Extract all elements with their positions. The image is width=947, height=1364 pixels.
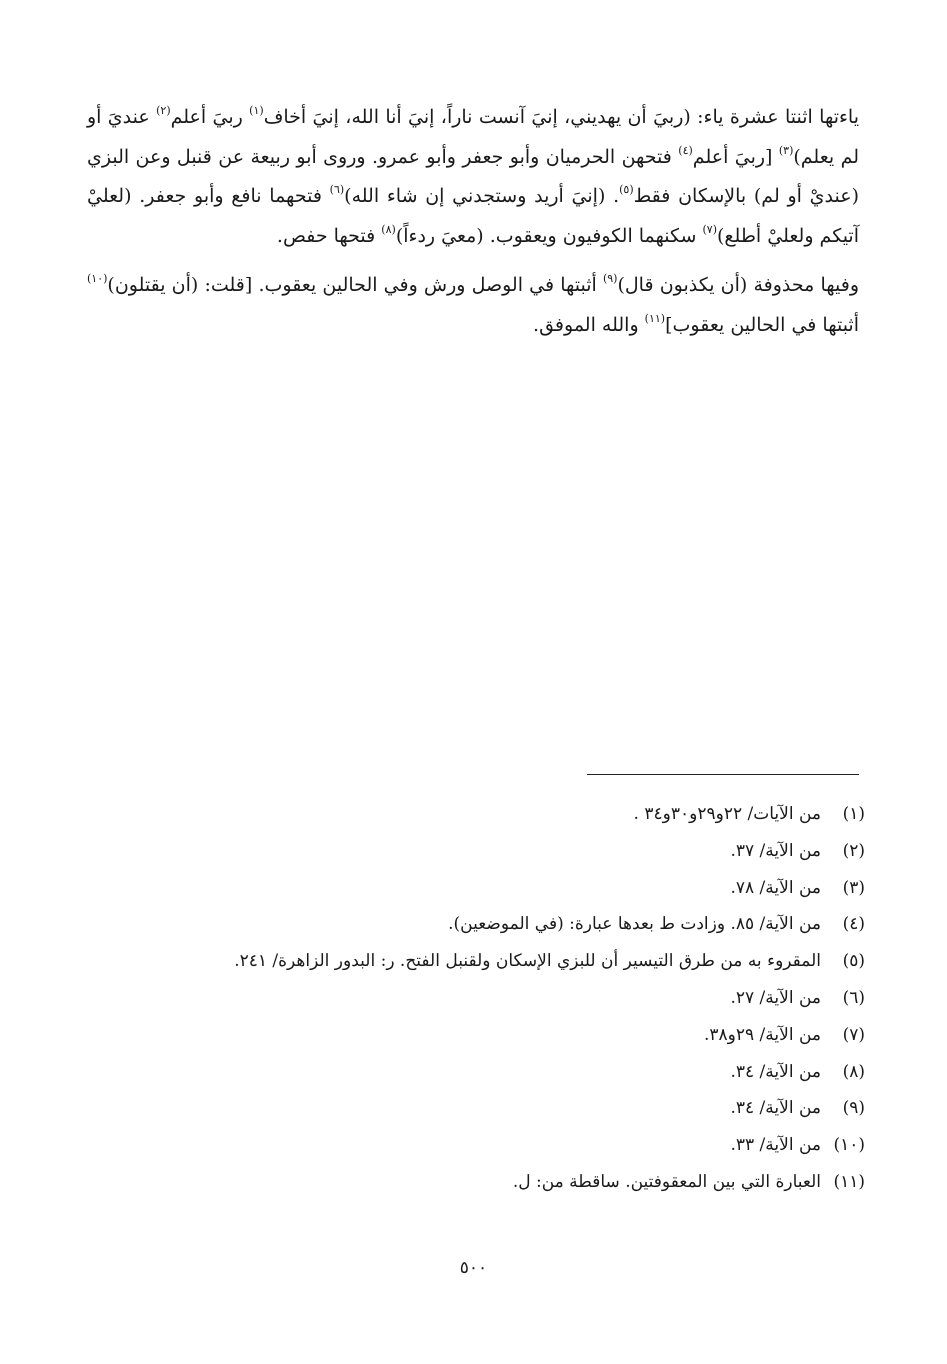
footnote-text: المقروء به من طرق التيسير أن للبزي الإسكان ولقنبل الفتح. ر: البدور الزاهرة/ ٢٤١.	[234, 951, 821, 972]
footnote	[75, 1017, 865, 1054]
footnote-number: (٧)	[842, 1024, 865, 1045]
footnote-text: من الآيات/ ٢٢و٢٩و٣٠و٣٤ .	[633, 804, 821, 824]
footnote-number: (٢)	[842, 840, 865, 861]
footnote-text: من الآية/ ٣٤.	[730, 1061, 821, 1082]
footnote	[75, 870, 865, 907]
footnote-separator	[587, 774, 859, 775]
text-run: والله الموفق.	[533, 313, 645, 336]
footnote-number: (٩)	[842, 1098, 865, 1119]
footnote-ref: (٣)	[778, 143, 794, 157]
footnote-number: (٨)	[842, 1061, 865, 1082]
footnote-ref: (٧)	[702, 222, 717, 236]
footnote-text: من الآية/ ٨٥. وزادت ط بعدها عبارة: (في الموضعين).	[448, 914, 821, 935]
text-run: وفيها محذوفة (أن يكذبون قال)	[617, 274, 859, 296]
footnote-number: (٦)	[842, 987, 865, 1008]
footnote-ref: (٩)	[602, 272, 618, 285]
paragraph	[87, 266, 859, 345]
text-run: سكنهما الكوفيون ويعقوب. (معيَ ردءاً)	[395, 224, 703, 247]
main-text	[87, 98, 859, 345]
footnote	[75, 796, 865, 833]
footnote-ref: (٦)	[329, 183, 345, 196]
footnote	[75, 1090, 865, 1127]
footnote-number: (٣)	[842, 877, 865, 898]
footnote-number: (١٠)	[833, 1135, 865, 1156]
footnote-text: من الآية/ ٢٩و٣٨.	[703, 1024, 821, 1045]
paragraph	[87, 98, 859, 256]
text-run: [ربيَ أعلم	[692, 145, 779, 168]
footnote-text: العبارة التي بين المعقوفتين. ساقطة من: ل.	[512, 1171, 821, 1192]
page-number: ٥٠٠	[459, 1258, 488, 1278]
text-run: ياءتها اثنتا عشرة ياء: (ربيَ أن يهديني، إنيَ آنست ناراً، إنيَ أنا الله، إنيَ أخاف	[263, 106, 860, 128]
footnote-number: (١١)	[833, 1171, 865, 1192]
text-run: ربيَ أعلم	[170, 106, 250, 128]
text-run: . (إنيَ أريد وستجدني إن شاء الله)	[344, 185, 620, 207]
footnote-ref: (٥)	[619, 183, 634, 196]
footnote-text: من الآية/ ٧٨.	[730, 877, 821, 898]
footnote-ref: (٨)	[381, 222, 396, 236]
footnote	[75, 1054, 865, 1091]
footnote	[75, 906, 865, 943]
footnotes-list	[75, 796, 865, 1201]
footnote-text: من الآية/ ٢٧.	[730, 987, 821, 1008]
footnote	[75, 1127, 865, 1164]
footnote-text: من الآية/ ٣٤.	[730, 1098, 821, 1119]
text-run: فتحهن الحرميان وأبو جعفر وأبو عمرو. وروى أبو ربيعة عن قنبل وعن البزي (عنديْ أو لم) بالإسكان فقط	[87, 145, 859, 207]
text-run: أثبتها في الحالين يعقوب]	[665, 313, 859, 336]
text-run: أثبتها في الوصل ورش وفي الحالين يعقوب. [قلت: (أن يقتلون)	[107, 274, 603, 296]
footnote-ref: (١)	[249, 104, 264, 117]
text-run: فتحها حفص.	[276, 224, 382, 247]
footnote-number: (١)	[842, 804, 865, 824]
footnote-ref: (٤)	[678, 143, 693, 157]
footnote-text: من الآية/ ٣٧.	[730, 840, 821, 861]
footnote-number: (٤)	[842, 914, 865, 935]
footnote-ref: (٢)	[156, 104, 171, 117]
footnote-text: من الآية/ ٣٣.	[730, 1135, 821, 1156]
footnote	[75, 980, 865, 1017]
text-run: عنديَ أو لم يعلم)	[87, 106, 860, 168]
footnote-ref: (١١)	[644, 311, 666, 325]
text-run: فتحهما نافع وأبو جعفر. (لعليْ آتيكم ولعليْ أطلع)	[87, 185, 859, 247]
footnote	[75, 943, 865, 980]
footnote	[75, 833, 865, 870]
footnote-number: (٥)	[842, 951, 865, 972]
footnote	[75, 1164, 865, 1201]
footnote-ref: (١٠)	[87, 272, 108, 285]
